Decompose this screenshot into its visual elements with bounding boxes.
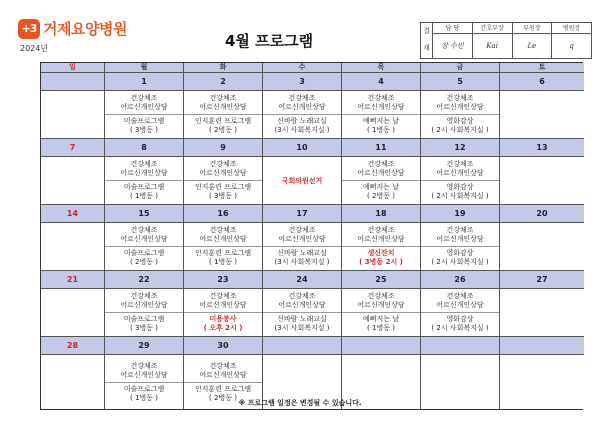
daily-activity: 건강체조	[288, 292, 316, 300]
approval-role-label: 부원장	[513, 23, 552, 34]
daily-activity: 건강체조	[130, 94, 158, 102]
day-program-cell	[421, 223, 500, 271]
date-number: 20	[500, 205, 584, 223]
day-program-cell	[105, 223, 184, 271]
program-name: 신바람 노래교실	[277, 117, 327, 125]
approval-column	[513, 23, 553, 58]
daily-activity: 건강체조	[209, 361, 237, 370]
approval-role-label: 간호부장	[473, 23, 512, 34]
program-name: 미술프로그램	[123, 315, 165, 323]
footer-note: ※ 프로그램 일정은 변경될 수 있습니다.	[238, 399, 362, 407]
cell-divider	[263, 114, 341, 115]
daily-activity: 건강체조	[446, 292, 474, 300]
day-program-cell	[342, 289, 421, 337]
program-name: 영화감상	[446, 183, 474, 191]
date-number: 17	[263, 205, 342, 223]
daily-activity: 건강체조	[130, 361, 158, 370]
approval-column	[552, 23, 591, 58]
daily-activity: 건강체조	[288, 226, 316, 234]
program-name: 인지훈련 프로그램	[194, 249, 252, 257]
daily-activity: 어르신개인상담	[120, 301, 168, 309]
program-location: ( 1병동 )	[130, 393, 158, 402]
date-number: 13	[500, 139, 584, 157]
program-name: 영화감상	[446, 249, 474, 257]
day-of-week-header: 목	[342, 63, 421, 73]
cell-divider	[184, 382, 262, 383]
program-name: 예뻐지는 날	[362, 315, 400, 323]
daily-activity: 건강체조	[130, 292, 158, 300]
day-program-cell	[184, 91, 263, 139]
date-number: 9	[184, 139, 263, 157]
daily-activity: 어르신개인상담	[199, 370, 247, 379]
daily-activity: 건강체조	[446, 160, 474, 168]
approval-column	[433, 23, 473, 58]
empty-day-cell	[500, 157, 584, 205]
day-program-cell	[342, 157, 421, 205]
daily-activity: 건강체조	[209, 226, 237, 234]
program-location: ( 2병동 )	[209, 393, 237, 402]
hospital-logo	[18, 18, 127, 39]
date-number	[421, 337, 500, 355]
cell-divider	[184, 246, 262, 247]
cell-divider	[105, 114, 183, 115]
day-program-cell	[342, 223, 421, 271]
daily-activity: 어르신개인상담	[436, 103, 484, 111]
program-name: 영화감상	[446, 117, 474, 125]
daily-activity: 건강체조	[367, 160, 395, 168]
approval-signature: Le	[527, 42, 537, 50]
date-number: 27	[500, 271, 584, 289]
date-number: 26	[421, 271, 500, 289]
daily-activity: 어르신개인상담	[278, 301, 326, 309]
date-number: 21	[41, 271, 105, 289]
daily-activity: 어르신개인상담	[199, 301, 247, 309]
approval-signature: q	[569, 42, 574, 50]
approval-columns	[433, 23, 591, 58]
program-name: 예뻐지는 날	[362, 183, 400, 191]
cell-divider	[105, 180, 183, 181]
cell-divider	[342, 180, 420, 181]
program-name: 미술프로그램	[123, 183, 165, 191]
program-location: (3시 사회복지실 )	[274, 126, 330, 134]
program-calendar	[40, 62, 583, 410]
day-program-cell	[263, 91, 342, 139]
day-of-week-header: 월	[105, 63, 184, 73]
daily-activity: 어르신개인상담	[357, 169, 405, 177]
daily-activity: 어르신개인상담	[436, 235, 484, 243]
date-number: 5	[421, 73, 500, 91]
daily-activity: 건강체조	[209, 160, 237, 168]
cell-divider	[421, 180, 499, 181]
date-number: 15	[105, 205, 184, 223]
empty-day-cell	[500, 289, 584, 337]
program-name: 미용봉사	[209, 315, 237, 323]
date-number: 14	[41, 205, 105, 223]
cell-divider	[263, 312, 341, 313]
daily-activity: 어르신개인상담	[436, 169, 484, 177]
day-program-cell	[263, 223, 342, 271]
daily-activity: 건강체조	[446, 94, 474, 102]
cell-divider	[421, 246, 499, 247]
program-name: 인지훈련 프로그램	[194, 183, 252, 191]
program-location: ( 3병동 )	[209, 192, 237, 200]
day-program-cell	[105, 289, 184, 337]
daily-activity: 어르신개인상담	[120, 103, 168, 111]
program-location: ( 3병동 2시 )	[359, 258, 403, 266]
day-program-cell	[421, 157, 500, 205]
program-location: ( 2병동 )	[209, 126, 237, 134]
cell-divider	[342, 312, 420, 313]
daily-activity: 어르신개인상담	[278, 103, 326, 111]
program-location: ( 2시 사회복지실 )	[431, 192, 489, 200]
daily-activity: 어르신개인상담	[357, 235, 405, 243]
date-number: 19	[421, 205, 500, 223]
program-location: ( 3병동 )	[130, 126, 158, 134]
cell-divider	[105, 246, 183, 247]
daily-activity: 건강체조	[367, 226, 395, 234]
program-name: 신바람 노래교실	[277, 249, 327, 257]
day-program-cell	[263, 289, 342, 337]
cell-divider	[421, 114, 499, 115]
cell-divider	[184, 180, 262, 181]
date-number: 10	[263, 139, 342, 157]
program-location: ( 1병동 )	[367, 126, 395, 134]
date-number: 23	[184, 271, 263, 289]
day-program-cell	[184, 157, 263, 205]
date-number: 11	[342, 139, 421, 157]
day-program-cell	[105, 91, 184, 139]
date-number: 2	[184, 73, 263, 91]
cell-divider	[184, 114, 262, 115]
empty-day-cell	[41, 157, 105, 205]
approval-column	[473, 23, 513, 58]
program-location: (3시 사회복지실 )	[274, 258, 330, 266]
empty-day-cell	[41, 289, 105, 337]
approval-side-label: 결 재	[421, 23, 433, 58]
date-number: 16	[184, 205, 263, 223]
date-number: 6	[500, 73, 584, 91]
daily-activity: 어르신개인상담	[357, 301, 405, 309]
program-location: ( 1병동 )	[367, 324, 395, 332]
cell-divider	[105, 312, 183, 313]
date-number: 8	[105, 139, 184, 157]
program-location: ( 3병동 )	[130, 324, 158, 332]
holiday-label: 국회의원선거	[263, 157, 342, 205]
approval-box	[420, 22, 592, 59]
daily-activity: 어르신개인상담	[199, 235, 247, 243]
date-number	[342, 337, 421, 355]
program-location: ( 2병동 )	[130, 258, 158, 266]
day-of-week-header: 토	[500, 63, 584, 73]
daily-activity: 건강체조	[288, 94, 316, 102]
day-program-cell	[421, 91, 500, 139]
daily-activity: 건강체조	[446, 226, 474, 234]
program-location: ( 오후 2시 )	[203, 324, 243, 332]
document-header	[0, 0, 600, 62]
approval-role-label: 병원장	[552, 23, 591, 34]
date-number: 24	[263, 271, 342, 289]
program-name: 미술프로그램	[123, 117, 165, 125]
program-name: 영화감상	[446, 315, 474, 323]
empty-day-cell	[41, 91, 105, 139]
program-location: ( 1병동 )	[209, 258, 237, 266]
daily-activity: 어르신개인상담	[199, 103, 247, 111]
daily-activity: 어르신개인상담	[278, 235, 326, 243]
daily-activity: 건강체조	[367, 94, 395, 102]
cell-divider	[342, 114, 420, 115]
day-of-week-header: 금	[421, 63, 500, 73]
date-number: 7	[41, 139, 105, 157]
approval-role-label: 담 당	[433, 23, 472, 34]
daily-activity: 어르신개인상담	[120, 235, 168, 243]
cell-divider	[105, 382, 183, 383]
program-name: 인지훈련 프로그램	[194, 117, 252, 125]
daily-activity: 건강체조	[130, 160, 158, 168]
date-number: 30	[184, 337, 263, 355]
program-name: 미술프로그램	[123, 249, 165, 257]
empty-day-cell	[41, 223, 105, 271]
day-program-cell	[421, 289, 500, 337]
daily-activity: 어르신개인상담	[199, 169, 247, 177]
date-number	[41, 73, 105, 91]
hospital-name: 거제요양병원	[43, 20, 127, 38]
day-program-cell	[105, 157, 184, 205]
program-location: ( 2시 사회복지실 )	[431, 258, 489, 266]
cell-divider	[184, 312, 262, 313]
program-location: (3시 사회복지실 )	[274, 324, 330, 332]
approval-signature: 장 수빈	[441, 42, 464, 50]
date-number: 12	[421, 139, 500, 157]
cell-divider	[342, 246, 420, 247]
daily-activity: 어르신개인상담	[120, 169, 168, 177]
date-number: 1	[105, 73, 184, 91]
day-program-cell	[184, 223, 263, 271]
daily-activity: 건강체조	[209, 292, 237, 300]
program-name: 인지훈련 프로그램	[194, 384, 252, 393]
empty-day-cell	[500, 91, 584, 139]
program-location: ( 2시 사회복지실 )	[431, 126, 489, 134]
date-number: 18	[342, 205, 421, 223]
program-name: 예뻐지는 날	[362, 117, 400, 125]
date-number: 28	[41, 337, 105, 355]
logo-mark-icon: +3	[18, 19, 40, 39]
cell-divider	[421, 312, 499, 313]
daily-activity: 건강체조	[209, 94, 237, 102]
date-number	[500, 337, 584, 355]
cell-divider	[263, 246, 341, 247]
daily-activity: 어르신개인상담	[436, 301, 484, 309]
program-name: 신바람 노래교실	[277, 315, 327, 323]
page-title: 4월 프로그램	[225, 32, 314, 50]
day-program-cell	[184, 289, 263, 337]
date-number	[263, 337, 342, 355]
daily-activity: 건강체조	[367, 292, 395, 300]
empty-day-cell	[500, 223, 584, 271]
date-number: 22	[105, 271, 184, 289]
daily-activity: 어르신개인상담	[120, 370, 168, 379]
date-number: 4	[342, 73, 421, 91]
program-location: ( 2시 사회복지실 )	[431, 324, 489, 332]
day-of-week-header: 화	[184, 63, 263, 73]
day-of-week-header: 수	[263, 63, 342, 73]
program-location: ( 1병동 )	[130, 192, 158, 200]
daily-activity: 어르신개인상담	[357, 103, 405, 111]
program-name: 미술프로그램	[123, 384, 165, 393]
approval-signature: Kai	[486, 42, 498, 50]
date-number: 3	[263, 73, 342, 91]
day-of-week-header: 일	[41, 63, 105, 73]
year-label: 2024년	[20, 44, 49, 53]
program-location: ( 2병동 )	[367, 192, 395, 200]
daily-activity: 건강체조	[130, 226, 158, 234]
day-program-cell	[342, 91, 421, 139]
date-number: 29	[105, 337, 184, 355]
date-number: 25	[342, 271, 421, 289]
program-name: 생신잔치	[367, 249, 395, 257]
